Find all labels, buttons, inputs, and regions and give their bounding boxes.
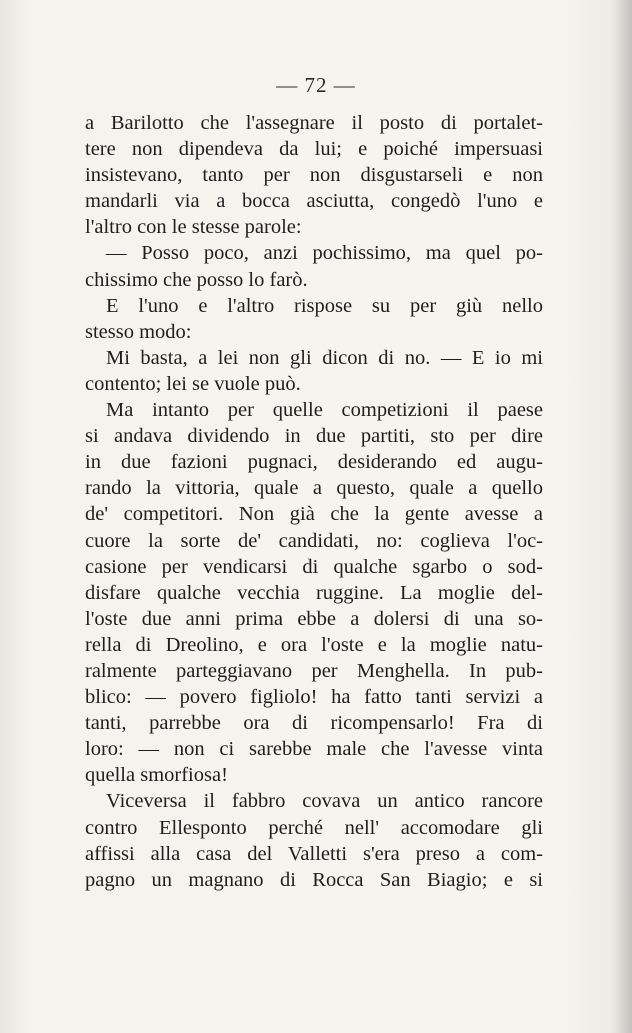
text-line: loro: — non ci sarebbe male che l'avesse vinta (85, 738, 543, 761)
text-line: de' competitori. Non già che la gente avesse a (85, 503, 543, 526)
text-line: si andava dividendo in due partiti, sto per dire (85, 425, 543, 448)
text-line: l'altro con le stesse parole: (85, 216, 302, 239)
text-line: disfare qualche vecchia ruggine. La moglie del- (85, 581, 543, 604)
text-line: l'oste due anni prima ebbe a dolersi di una so- (85, 607, 543, 630)
text-line: contro Ellesponto perché nell' accomodare gli (85, 816, 543, 839)
text-line: ralmente parteggiavano per Menghella. In pub- (85, 659, 543, 682)
text-line: quella smorfiosa! (85, 764, 228, 787)
text-line: a Barilotto che l'assegnare il posto di portalet- (85, 112, 543, 134)
text-line: rella di Dreolino, e ora l'oste e la moglie natu- (85, 633, 543, 656)
body-text (85, 110, 543, 893)
page-edge-shadow (614, 0, 632, 1033)
page-number: — 72 — (276, 73, 356, 97)
text-line: stesso modo: (85, 320, 192, 343)
text-line: Mi basta, a lei non gli dicon di no. — E io mi (106, 346, 543, 369)
text-line: pagno un magnano di Rocca San Biagio; e si (85, 868, 543, 891)
text-line: tanti, parrebbe ora di ricompensarlo! Fra di (85, 712, 543, 735)
text-line: blico: — povero figliolo! ha fatto tanti servizi a (85, 686, 543, 709)
text-line: tere non dipendeva da lui; e poiché impersuasi (85, 138, 543, 161)
text-line: casione per vendicarsi di qualche sgarbo o sod- (85, 555, 543, 578)
text-line: insistevano, tanto per non disgustarseli e non (85, 164, 543, 187)
text-line: cuore la sorte de' candidati, no: coglieva l'oc- (85, 529, 543, 552)
text-line: affissi alla casa del Valletti s'era preso a com- (85, 842, 543, 865)
text-line: in due fazioni pugnaci, desiderando ed augu- (85, 451, 543, 474)
text-line: rando la vittoria, quale a questo, quale a quello (85, 477, 543, 500)
text-line: chissimo che posso lo farò. (85, 268, 308, 291)
text-line: — Posso poco, anzi pochissimo, ma quel po- (106, 242, 543, 265)
text-line: contento; lei se vuole può. (85, 372, 301, 395)
text-line: Viceversa il fabbro covava un antico rancore (106, 790, 543, 813)
text-line: Ma intanto per quelle competizioni il paese (106, 399, 543, 422)
text-line: mandarli via a bocca asciutta, congedò l'uno e (85, 190, 543, 213)
text-line: E l'uno e l'altro rispose su per giù nello (106, 294, 543, 317)
